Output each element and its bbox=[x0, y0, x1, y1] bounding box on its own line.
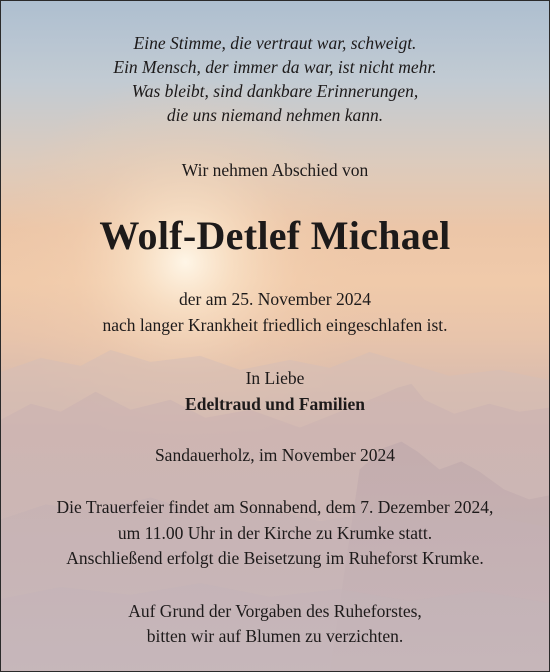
flowers-note-line-2: bitten wir auf Blumen zu verzichten. bbox=[146, 626, 404, 646]
funeral-info-line-3: Anschließend erfolgt die Beisetzung im Ruheforst Krumke. bbox=[66, 548, 484, 568]
poem-line-4: die uns niemand nehmen kann. bbox=[166, 105, 384, 125]
mourners-names: Edeltraud und Familien bbox=[185, 394, 365, 414]
deceased-name: Wolf-Detlef Michael bbox=[99, 213, 451, 258]
death-circumstance-line: nach langer Krankheit friedlich eingeschlafen ist. bbox=[102, 315, 448, 335]
place-and-date: Sandauerholz, im November 2024 bbox=[154, 445, 396, 465]
funeral-info-line-2: um 11.00 Uhr in der Kirche zu Krumke statt. bbox=[117, 523, 433, 543]
signoff-phrase: In Liebe bbox=[245, 368, 305, 388]
poem-line-1: Eine Stimme, die vertraut war, schweigt. bbox=[133, 33, 417, 53]
farewell-intro: Wir nehmen Abschied von bbox=[181, 160, 369, 180]
funeral-info-line-1: Die Trauerfeier findet am Sonnabend, dem 7. Dezember 2024, bbox=[56, 497, 494, 517]
poem-line-2: Ein Mensch, der immer da war, ist nicht mehr. bbox=[113, 57, 437, 77]
poem-line-3: Was bleibt, sind dankbare Erinnerungen, bbox=[131, 81, 419, 101]
death-date-line: der am 25. November 2024 bbox=[179, 289, 371, 309]
flowers-note-line-1: Auf Grund der Vorgaben des Ruheforstes, bbox=[128, 601, 422, 621]
